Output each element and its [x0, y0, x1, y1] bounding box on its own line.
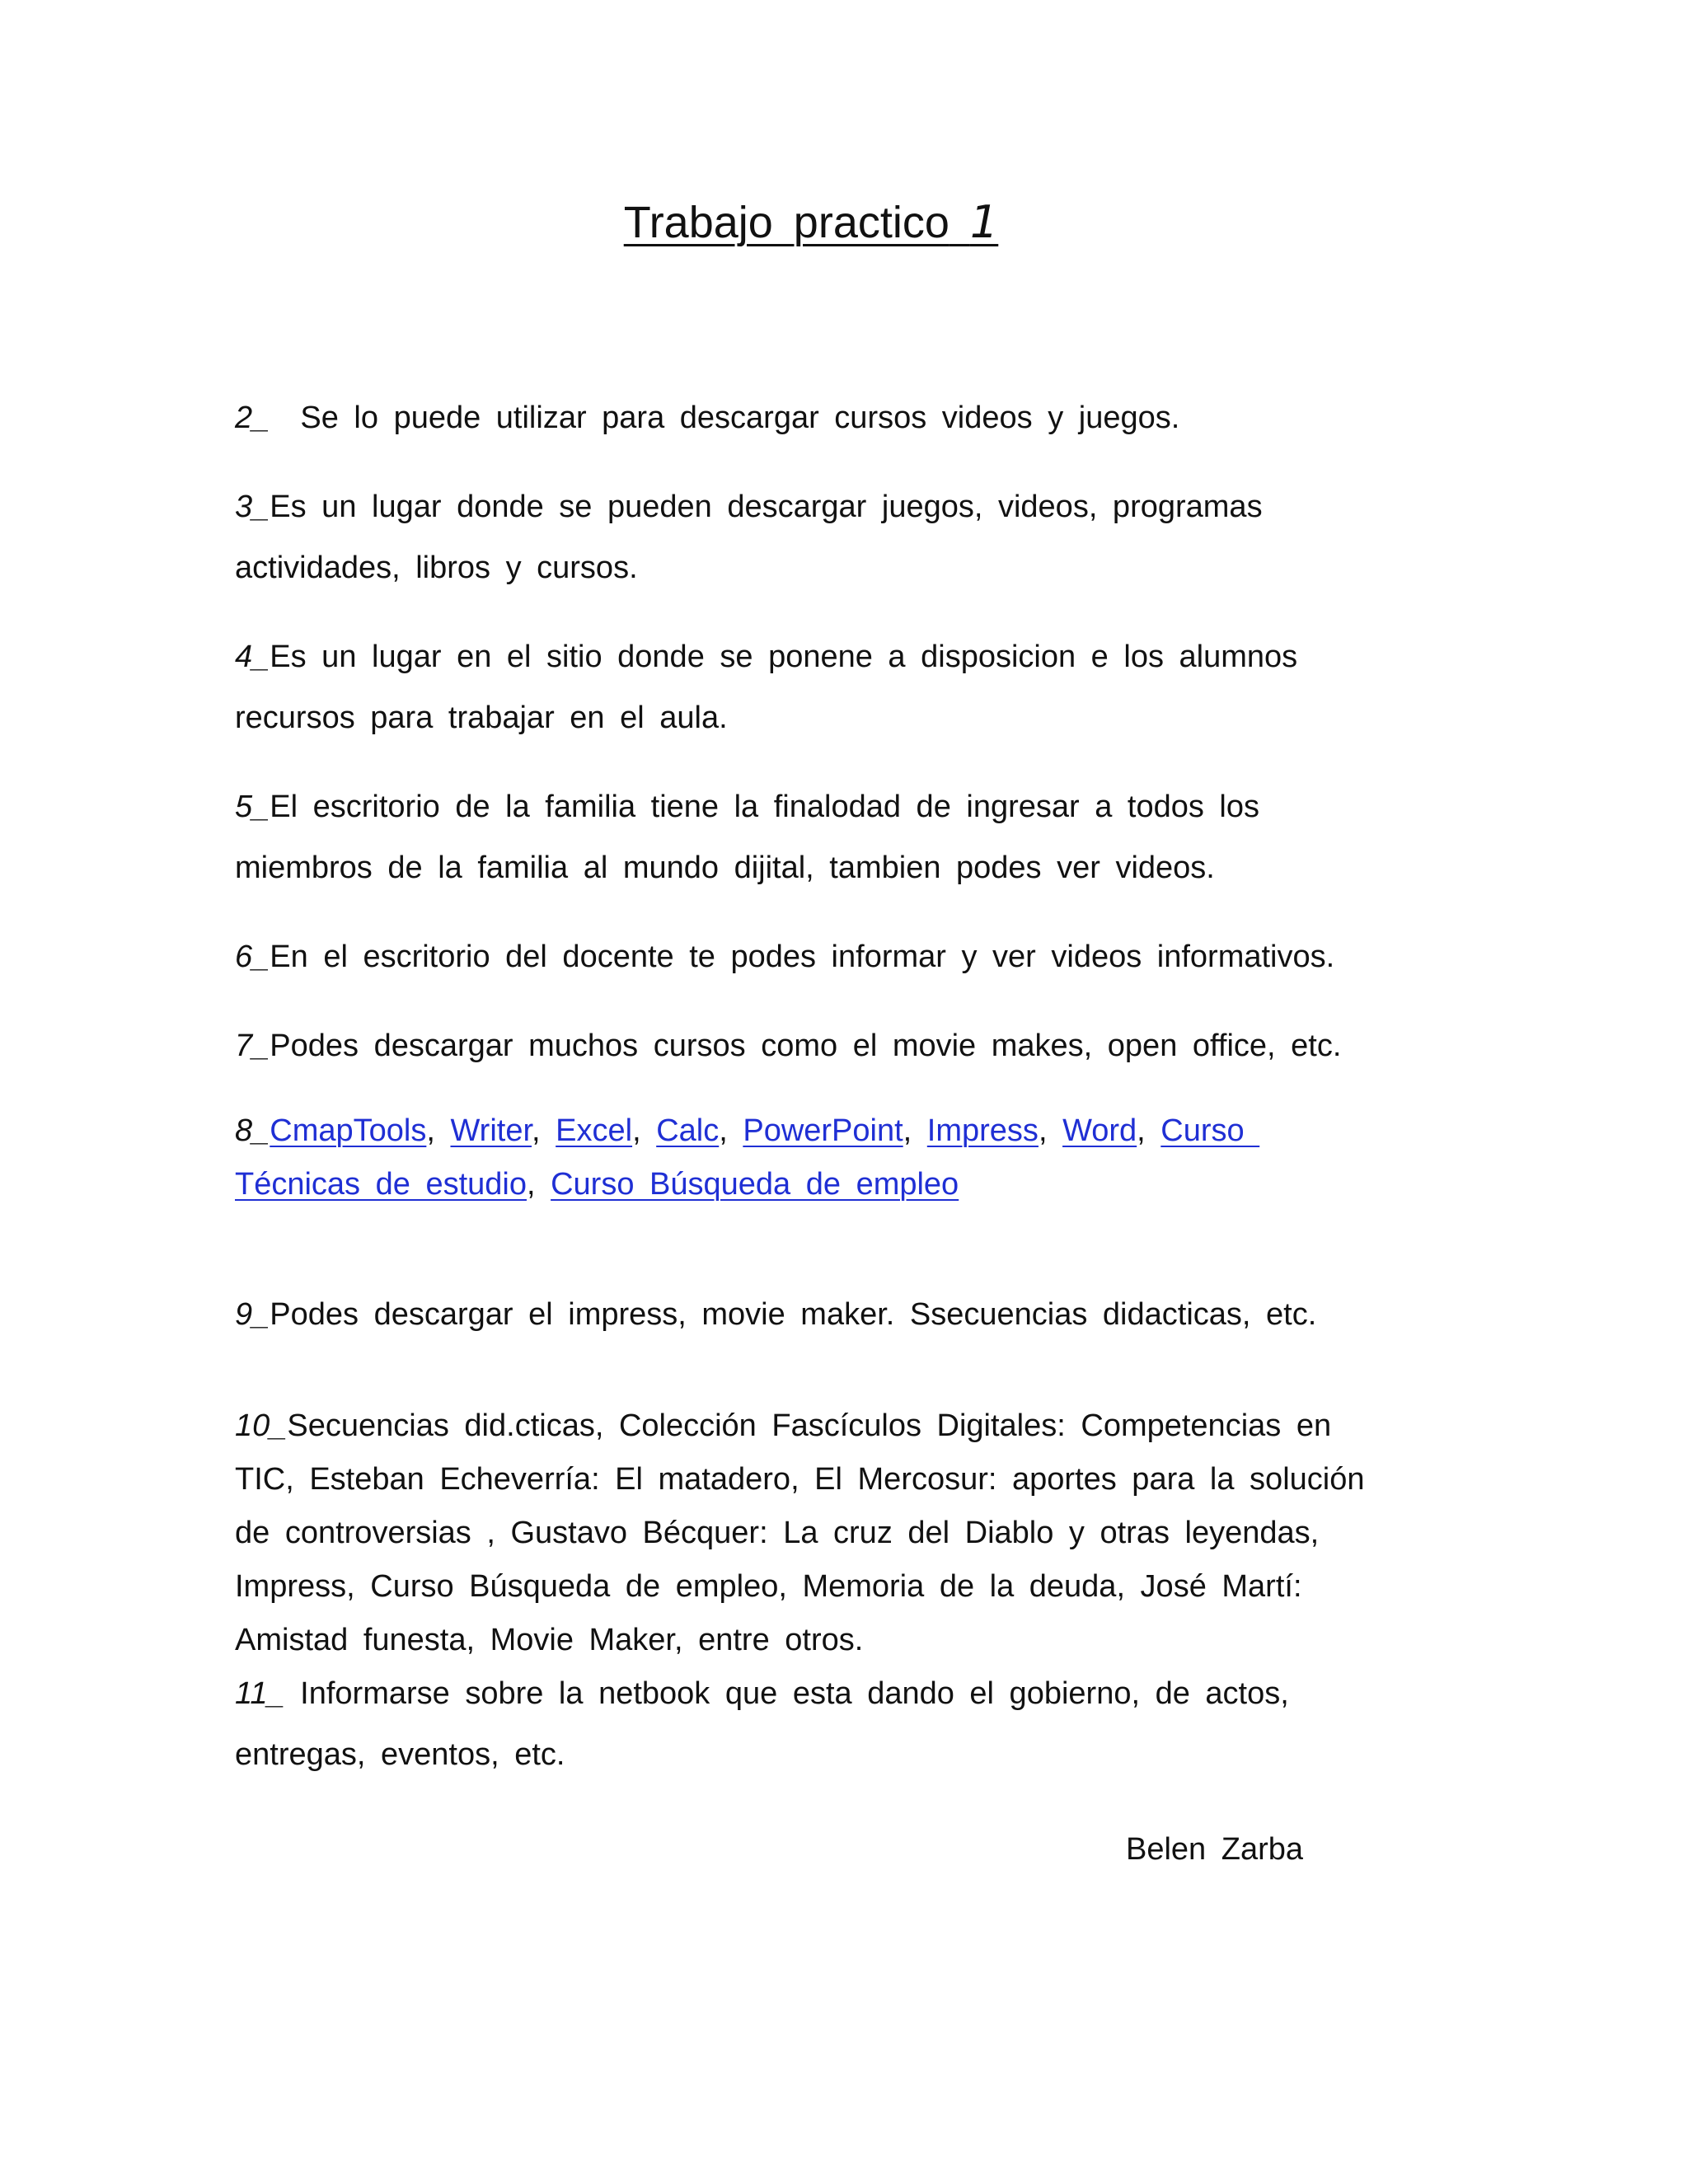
answer-9-line-1 — [235, 1284, 1455, 1345]
answer-6-text: En el escritorio del docente te podes informar y ver videos informativos. — [270, 940, 1335, 974]
link-separator: , — [532, 1113, 556, 1148]
answer-8 — [235, 1104, 1455, 1212]
answer-7 — [235, 1015, 1455, 1076]
answer-6 — [235, 926, 1455, 987]
answer-3-number: 3_ — [235, 490, 270, 524]
answer-10-line-3: de controversias , Gustavo Bécquer: La cruz del Diablo y otras leyendas, — [235, 1516, 1320, 1550]
answer-10-line-1 — [235, 1399, 1455, 1453]
answer-10-text: Secuencias did.cticas, Colección Fascículos Digitales: Competencias en — [287, 1408, 1332, 1443]
answer-3-text: Es un lugar donde se pueden descargar juegos, videos, programas — [270, 490, 1263, 524]
answer-11-line-1 — [235, 1667, 1455, 1721]
link-excel[interactable]: Excel — [556, 1113, 633, 1148]
link-separator: , — [426, 1113, 451, 1148]
link-powerpoint[interactable]: PowerPoint — [743, 1113, 903, 1148]
link-separator: , — [903, 1113, 927, 1148]
answer-7-number: 7_ — [235, 1029, 270, 1063]
answer-2 — [235, 387, 1455, 448]
answer-2-number: 2_ — [235, 401, 270, 435]
link-curso-busqueda-empleo[interactable]: Curso Búsqueda de empleo — [551, 1167, 959, 1202]
answer-8-number: 8_ — [235, 1113, 270, 1148]
answer-5-line-2: miembros de la familia al mundo dijital, tambien podes ver videos. — [235, 851, 1215, 885]
answer-6-number: 6_ — [235, 940, 270, 974]
answer-9 — [235, 1284, 1455, 1345]
answer-11-text: Informarse sobre la netbook que esta dando el gobierno, de actos, — [284, 1676, 1289, 1711]
answer-2-text: Se lo puede utilizar para descargar cursos videos y juegos. — [270, 401, 1180, 435]
answer-11-number: 11_ — [235, 1676, 285, 1711]
answer-8-line-2 — [235, 1158, 1455, 1212]
answer-10-line-4: Impress, Curso Búsqueda de empleo, Memoria de la deuda, José Martí: — [235, 1569, 1302, 1604]
answer-3-line-1 — [235, 476, 1455, 537]
link-impress[interactable]: Impress — [926, 1113, 1039, 1148]
answer-3 — [235, 476, 1455, 598]
answer-10 — [235, 1399, 1455, 1667]
answer-9-text: Podes descargar el impress, movie maker. Ssecuencias didacticas, etc. — [270, 1297, 1317, 1332]
answer-10-line-5: Amistad funesta, Movie Maker, entre otros. — [235, 1623, 864, 1657]
link-curso-tecnicas-part-2[interactable]: Técnicas de estudio — [235, 1167, 527, 1202]
answer-3-line-2: actividades, libros y cursos. — [235, 551, 638, 585]
answer-8-line-1 — [235, 1104, 1455, 1158]
signature: Belen Zarba — [1126, 1832, 1304, 1867]
answer-6-line-1 — [235, 926, 1455, 987]
answer-5-line-1 — [235, 776, 1455, 837]
answer-4-line-1 — [235, 626, 1455, 687]
link-word[interactable]: Word — [1062, 1113, 1137, 1148]
answer-4-line-2: recursos para trabajar en el aula. — [235, 701, 728, 735]
link-curso-tecnicas-part-1[interactable]: Curso — [1160, 1113, 1260, 1148]
title-number: 1 — [969, 196, 999, 248]
answer-10-line-2: TIC, Esteban Echeverría: El matadero, El Mercosur: aportes para la solución — [235, 1462, 1365, 1497]
link-writer[interactable]: Writer — [450, 1113, 532, 1148]
answer-9-number: 9_ — [235, 1297, 270, 1332]
answer-5-text: El escritorio de la familia tiene la finalodad de ingresar a todos los — [270, 790, 1260, 824]
link-separator: , — [526, 1167, 551, 1202]
answer-11-line-2: entregas, eventos, etc. — [235, 1737, 565, 1772]
title-text: Trabajo practico — [623, 198, 950, 247]
link-separator: , — [1137, 1113, 1161, 1148]
answer-2-line-1 — [235, 387, 1455, 448]
link-cmaptools[interactable]: CmapTools — [270, 1113, 427, 1148]
answer-7-line-1 — [235, 1015, 1455, 1076]
answer-11 — [235, 1667, 1455, 1788]
page-title — [0, 196, 1622, 248]
answer-7-text: Podes descargar muchos cursos como el movie makes, open office, etc. — [270, 1029, 1342, 1063]
answers-body — [235, 387, 1455, 1788]
answer-4-number: 4_ — [235, 640, 270, 674]
answer-5 — [235, 776, 1455, 898]
answer-5-number: 5_ — [235, 790, 270, 824]
link-separator: , — [719, 1113, 743, 1148]
answer-10-number: 10_ — [235, 1408, 288, 1443]
link-calc[interactable]: Calc — [656, 1113, 720, 1148]
link-separator: , — [1038, 1113, 1063, 1148]
answer-4 — [235, 626, 1455, 748]
link-separator: , — [632, 1113, 657, 1148]
answer-4-text: Es un lugar en el sitio donde se ponene a disposicion e los alumnos — [270, 640, 1298, 674]
